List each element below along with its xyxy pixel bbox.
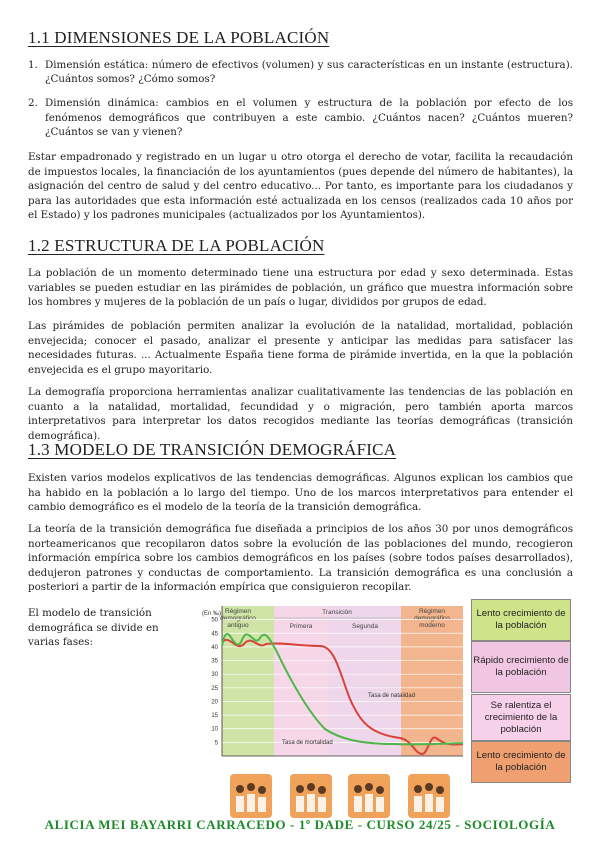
phase-label-segunda: Segunda (351, 623, 379, 630)
list-item (28, 96, 573, 139)
transition-chart (200, 604, 466, 820)
y-tick-label: 20 (211, 699, 218, 706)
list-text: Dimensión estática: número de efectivos (volumen) y sus características en un instante (estructura). ¿Cuántos somos? ¿Cómo somos? (45, 59, 573, 86)
paragraph: Las pirámides de población permiten analizar la evolución de la natalidad, mortalidad, población envejecida; conocer el pasado, analizar el presente y anticipar las medidas para satisfacer las necesidades futuras. ... Actualmente España tiene forma de pirámide invertida, en la que la población envejecida es el grupo mayoritario. (28, 320, 573, 376)
phase-box-text: Se ralentiza el crecimiento de la población (484, 699, 558, 735)
svg-text:moderno: moderno (419, 622, 445, 629)
paragraph: La teoría de la transición demográfica fue diseñada a principios de los años 30 por unos demográficos norteamericanos que recopilaron datos sobre la evolución de las poblaciones del mundo, recogieron información empírica sobre los cambios demográficos en los países (sobre todos países desarrollados), dedujeron patrones y conductas de comportamiento. La transición demográfica es una conclusión a posteriori a partir de la información empírica que consiguieron recopilar. (28, 523, 573, 594)
phase-label-transicion: Transición (322, 609, 352, 616)
list-text: Dimensión dinámica: cambios en el volumen y estructura de la población por efecto de los fenómenos demográficos que contribuyen a este cambio. ¿Cuántos nacen? ¿Cuántos mueren? ¿Cuántos se van y vienen? (45, 97, 573, 138)
y-tick-label: 25 (211, 685, 218, 692)
side-text: El modelo de transición demográfica se divide en varias fases: (28, 607, 159, 649)
y-tick-label: 45 (211, 631, 218, 638)
phase-box-2 (471, 641, 571, 693)
section-title-1-1: 1.1 DIMENSIONES DE LA POBLACIÓN (28, 28, 330, 47)
y-axis-label: (En ‰) (202, 611, 222, 617)
phase-box-1 (471, 599, 571, 641)
mortality-label: Tasa de mortalidad (282, 740, 333, 746)
natality-label: Tasa de natalidad (368, 693, 416, 699)
phase-box-text: Lento crecimiento de la población (476, 750, 566, 773)
phase-box-3 (471, 694, 571, 741)
phase-label-primera: Primera (289, 623, 313, 630)
phase-box-4 (471, 741, 571, 783)
paragraph: La demografía proporciona herramientas analizar cualitativamente las tendencias de las población en cuanto a la natalidad, mortalidad, fecundidad y o migración, pero también aporta marcos interpretativos para interpretar los datos recogidos mediante las teorías demográficas (transición demográfica). (28, 386, 573, 442)
page-footer: ALICIA MEI BAYARRI CARRACEDO - 1º DADE - CURSO 24/25 - SOCIOLOGÍA (44, 817, 556, 832)
paragraph: La población de un momento determinado tiene una estructura por edad y sexo determinada. Estas variables se pueden estudiar en las pirámides de población, un gráfico que muestra información sobre los hombres y mujeres de la población de un país o lugar, divididos por grupos de edad. (28, 267, 573, 309)
phase-box-text: Rápido crecimiento de la población (473, 655, 569, 678)
phase-label-antiguo: Régimen (224, 608, 252, 615)
dimension-list (28, 58, 573, 139)
section-title-1-3: 1.3 MODELO DE TRANSICIÓN DEMOGRÁFICA (28, 440, 397, 459)
list-item (28, 58, 573, 86)
svg-text:antiguo: antiguo (227, 622, 249, 629)
phase-box-text: Lento crecimiento de la población (476, 608, 566, 631)
phase-label-moderno: Régimen (418, 608, 446, 615)
svg-text:demográfico: demográfico (220, 615, 256, 622)
section-title-1-2: 1.2 ESTRUCTURA DE LA POBLACIÓN (28, 236, 325, 255)
paragraph: Estar empadronado y registrado en un lugar u otro otorga el derecho de votar, facilita la recaudación de impuestos locales, la financiación de los ayuntamientos (pues depende del número de habitantes), la asignación del centro de salud y del centro educativo... Por tanto, es importante para los ciudadanos y para las autoridades que esta información esté actualizada en los censos (realizados cada 10 años por el Estado) y los padrones municipales (actualizados por los Ayuntamientos). (28, 151, 573, 222)
svg-text:demográfico: demográfico (414, 615, 450, 622)
y-tick-label: 5 (214, 740, 218, 747)
y-tick-label: 10 (211, 726, 218, 733)
y-tick-label: 50 (211, 617, 218, 624)
list-number: 1. (28, 59, 38, 71)
y-tick-label: 30 (211, 672, 218, 679)
y-tick-label: 15 (211, 713, 218, 720)
y-tick-label: 35 (211, 658, 218, 665)
paragraph: Existen varios modelos explicativos de las tendencias demográficas. Algunos explican los cambios que ha habido en la población a lo largo del tiempo. Uno de los marcos interpretativos para entender el cambio demográfico es el modelo de la teoría de la transición demográfica. (28, 472, 573, 514)
list-number: 2. (28, 97, 38, 110)
y-tick-label: 40 (211, 644, 218, 651)
